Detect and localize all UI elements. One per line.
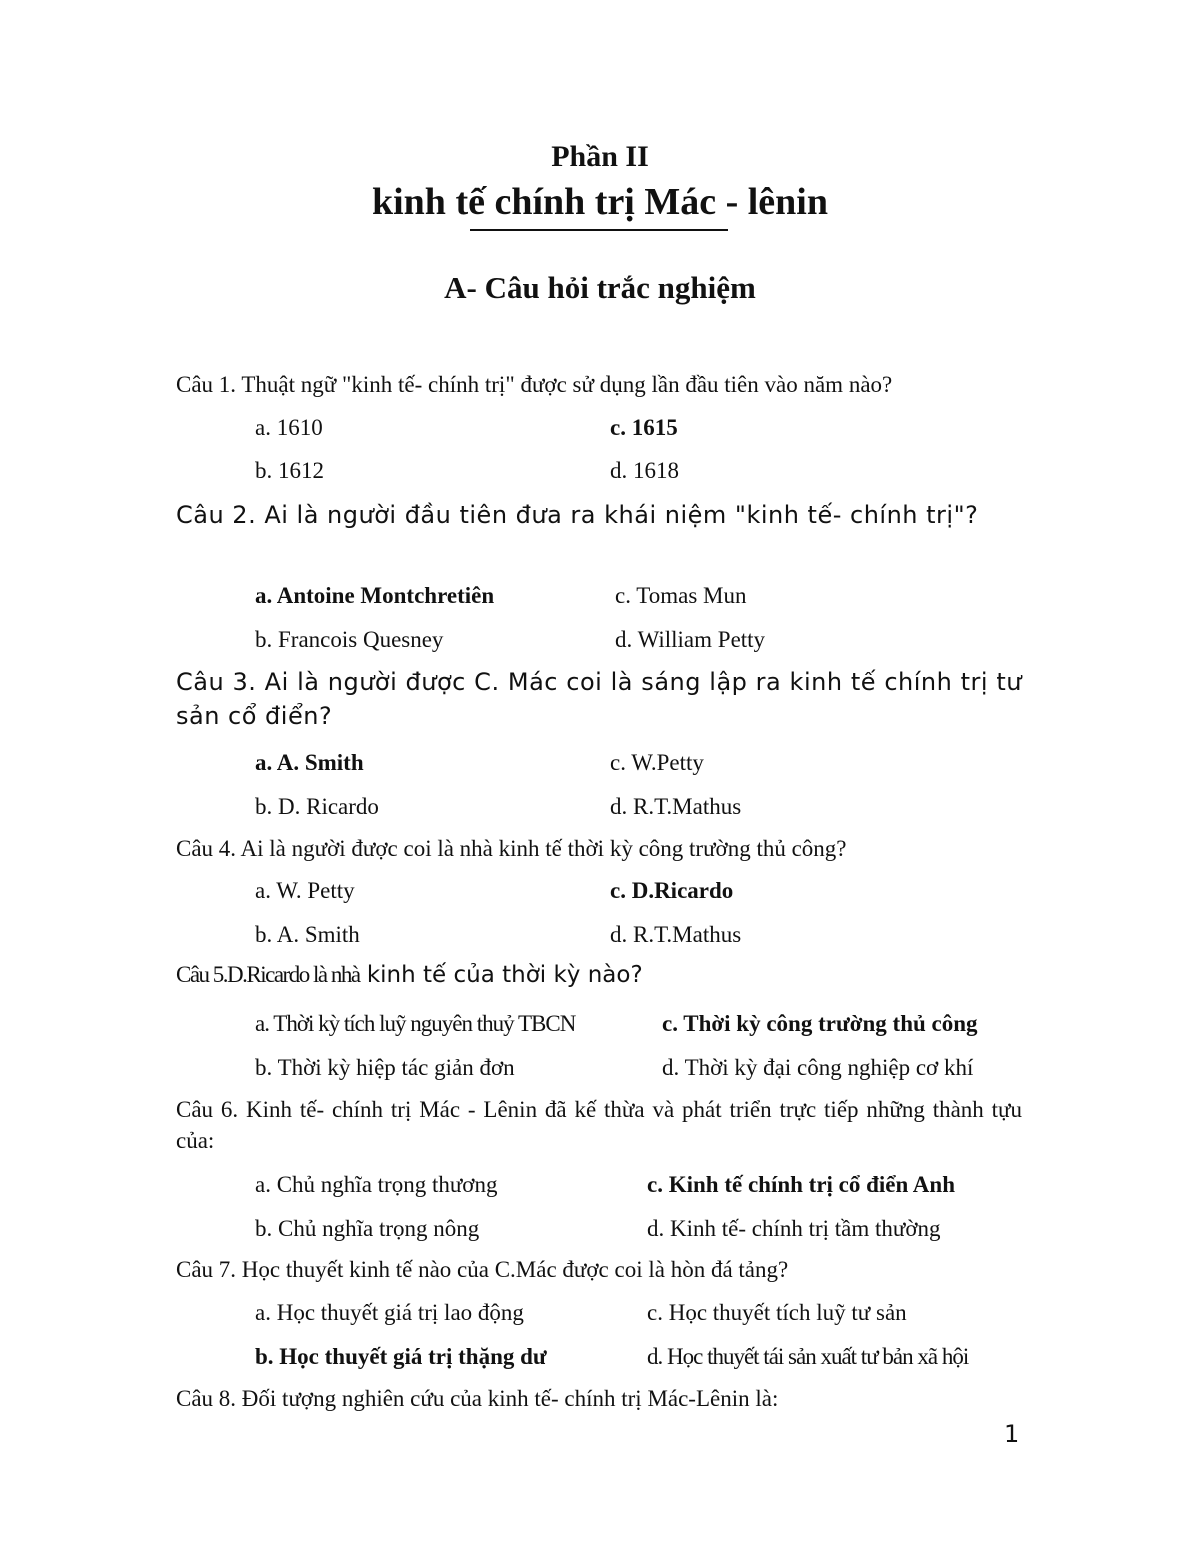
option-4c-correct: c. D.Ricardo <box>610 878 734 903</box>
option-4b: b. A. Smith <box>255 922 360 947</box>
option-5b: b. Thời kỳ hiệp tác giản đơn <box>255 1055 515 1080</box>
page-title: kinh tế chính trị Mác - lênin <box>371 181 829 223</box>
option-5d: d. Thời kỳ đại công nghiệp cơ khí <box>662 1055 974 1080</box>
part-heading: Phần II <box>551 140 649 173</box>
question-5-prefix: Câu 5.D.Ricardo là nhà <box>176 962 360 987</box>
question-8: Câu 8. Đối tượng nghiên cứu của kinh tế- chính trị Mác-Lênin là: <box>176 1386 779 1411</box>
option-7c: c. Học thuyết tích luỹ tư sản <box>647 1300 907 1325</box>
option-3d: d. R.T.Mathus <box>610 794 742 819</box>
option-3a-correct: a. A. Smith <box>255 750 364 775</box>
question-3: Câu 3. Ai là người được C. Mác coi là sáng lập ra kinh tế chính trị tư sản cổ điển? <box>176 668 1022 730</box>
page-number: 1 <box>1004 1420 1020 1448</box>
option-7a: a. Học thuyết giá trị lao động <box>255 1300 524 1325</box>
option-2c: c. Tomas Mun <box>615 583 747 608</box>
option-4a: a. W. Petty <box>255 878 355 903</box>
question-6: Câu 6. Kinh tế- chính trị Mác - Lênin đã kế thừa và phát triển trực tiếp những thành tựu của: <box>176 1097 1022 1153</box>
question-5-suffix: kinh tế của thời kỳ nào? <box>359 962 643 988</box>
option-2a-correct: a. Antoine Montchretiên <box>255 583 495 608</box>
option-7b-correct: b. Học thuyết giá trị thặng dư <box>255 1344 547 1369</box>
question-5 <box>176 959 1022 991</box>
option-1a: a. 1610 <box>255 415 323 440</box>
option-7d: d. Học thuyết tái sản xuất tư bản xã hội <box>647 1344 969 1369</box>
option-5a: a. Thời kỳ tích luỹ nguyên thuỷ TBCN <box>255 1011 576 1036</box>
option-5c-correct: c. Thời kỳ công trường thủ công <box>662 1011 978 1036</box>
question-4: Câu 4. Ai là người được coi là nhà kinh tế thời kỳ công trường thủ công? <box>176 836 847 861</box>
option-1c-correct: c. 1615 <box>610 415 678 440</box>
option-4d: d. R.T.Mathus <box>610 922 742 947</box>
section-heading: A- Câu hỏi trắc nghiệm <box>444 270 756 305</box>
option-3c: c. W.Petty <box>610 750 704 775</box>
option-3b: b. D. Ricardo <box>255 794 379 819</box>
option-6b: b. Chủ nghĩa trọng nông <box>255 1216 480 1241</box>
option-6d: d. Kinh tế- chính trị tầm thường <box>647 1216 941 1241</box>
question-1: Câu 1. Thuật ngữ "kinh tế- chính trị" được sử dụng lần đầu tiên vào năm nào? <box>176 372 893 397</box>
option-2b: b. Francois Quesney <box>255 627 444 652</box>
option-1d: d. 1618 <box>610 458 679 483</box>
title-underline <box>470 229 728 231</box>
option-6a: a. Chủ nghĩa trọng thương <box>255 1172 498 1197</box>
option-2d: d. William Petty <box>615 627 766 652</box>
question-2: Câu 2. Ai là người đầu tiên đưa ra khái niệm "kinh tế- chính trị"? <box>176 501 979 529</box>
option-1b: b. 1612 <box>255 458 324 483</box>
question-7: Câu 7. Học thuyết kinh tế nào của C.Mác được coi là hòn đá tảng? <box>176 1257 789 1282</box>
option-6c-correct: c. Kinh tế chính trị cổ điển Anh <box>647 1172 955 1197</box>
